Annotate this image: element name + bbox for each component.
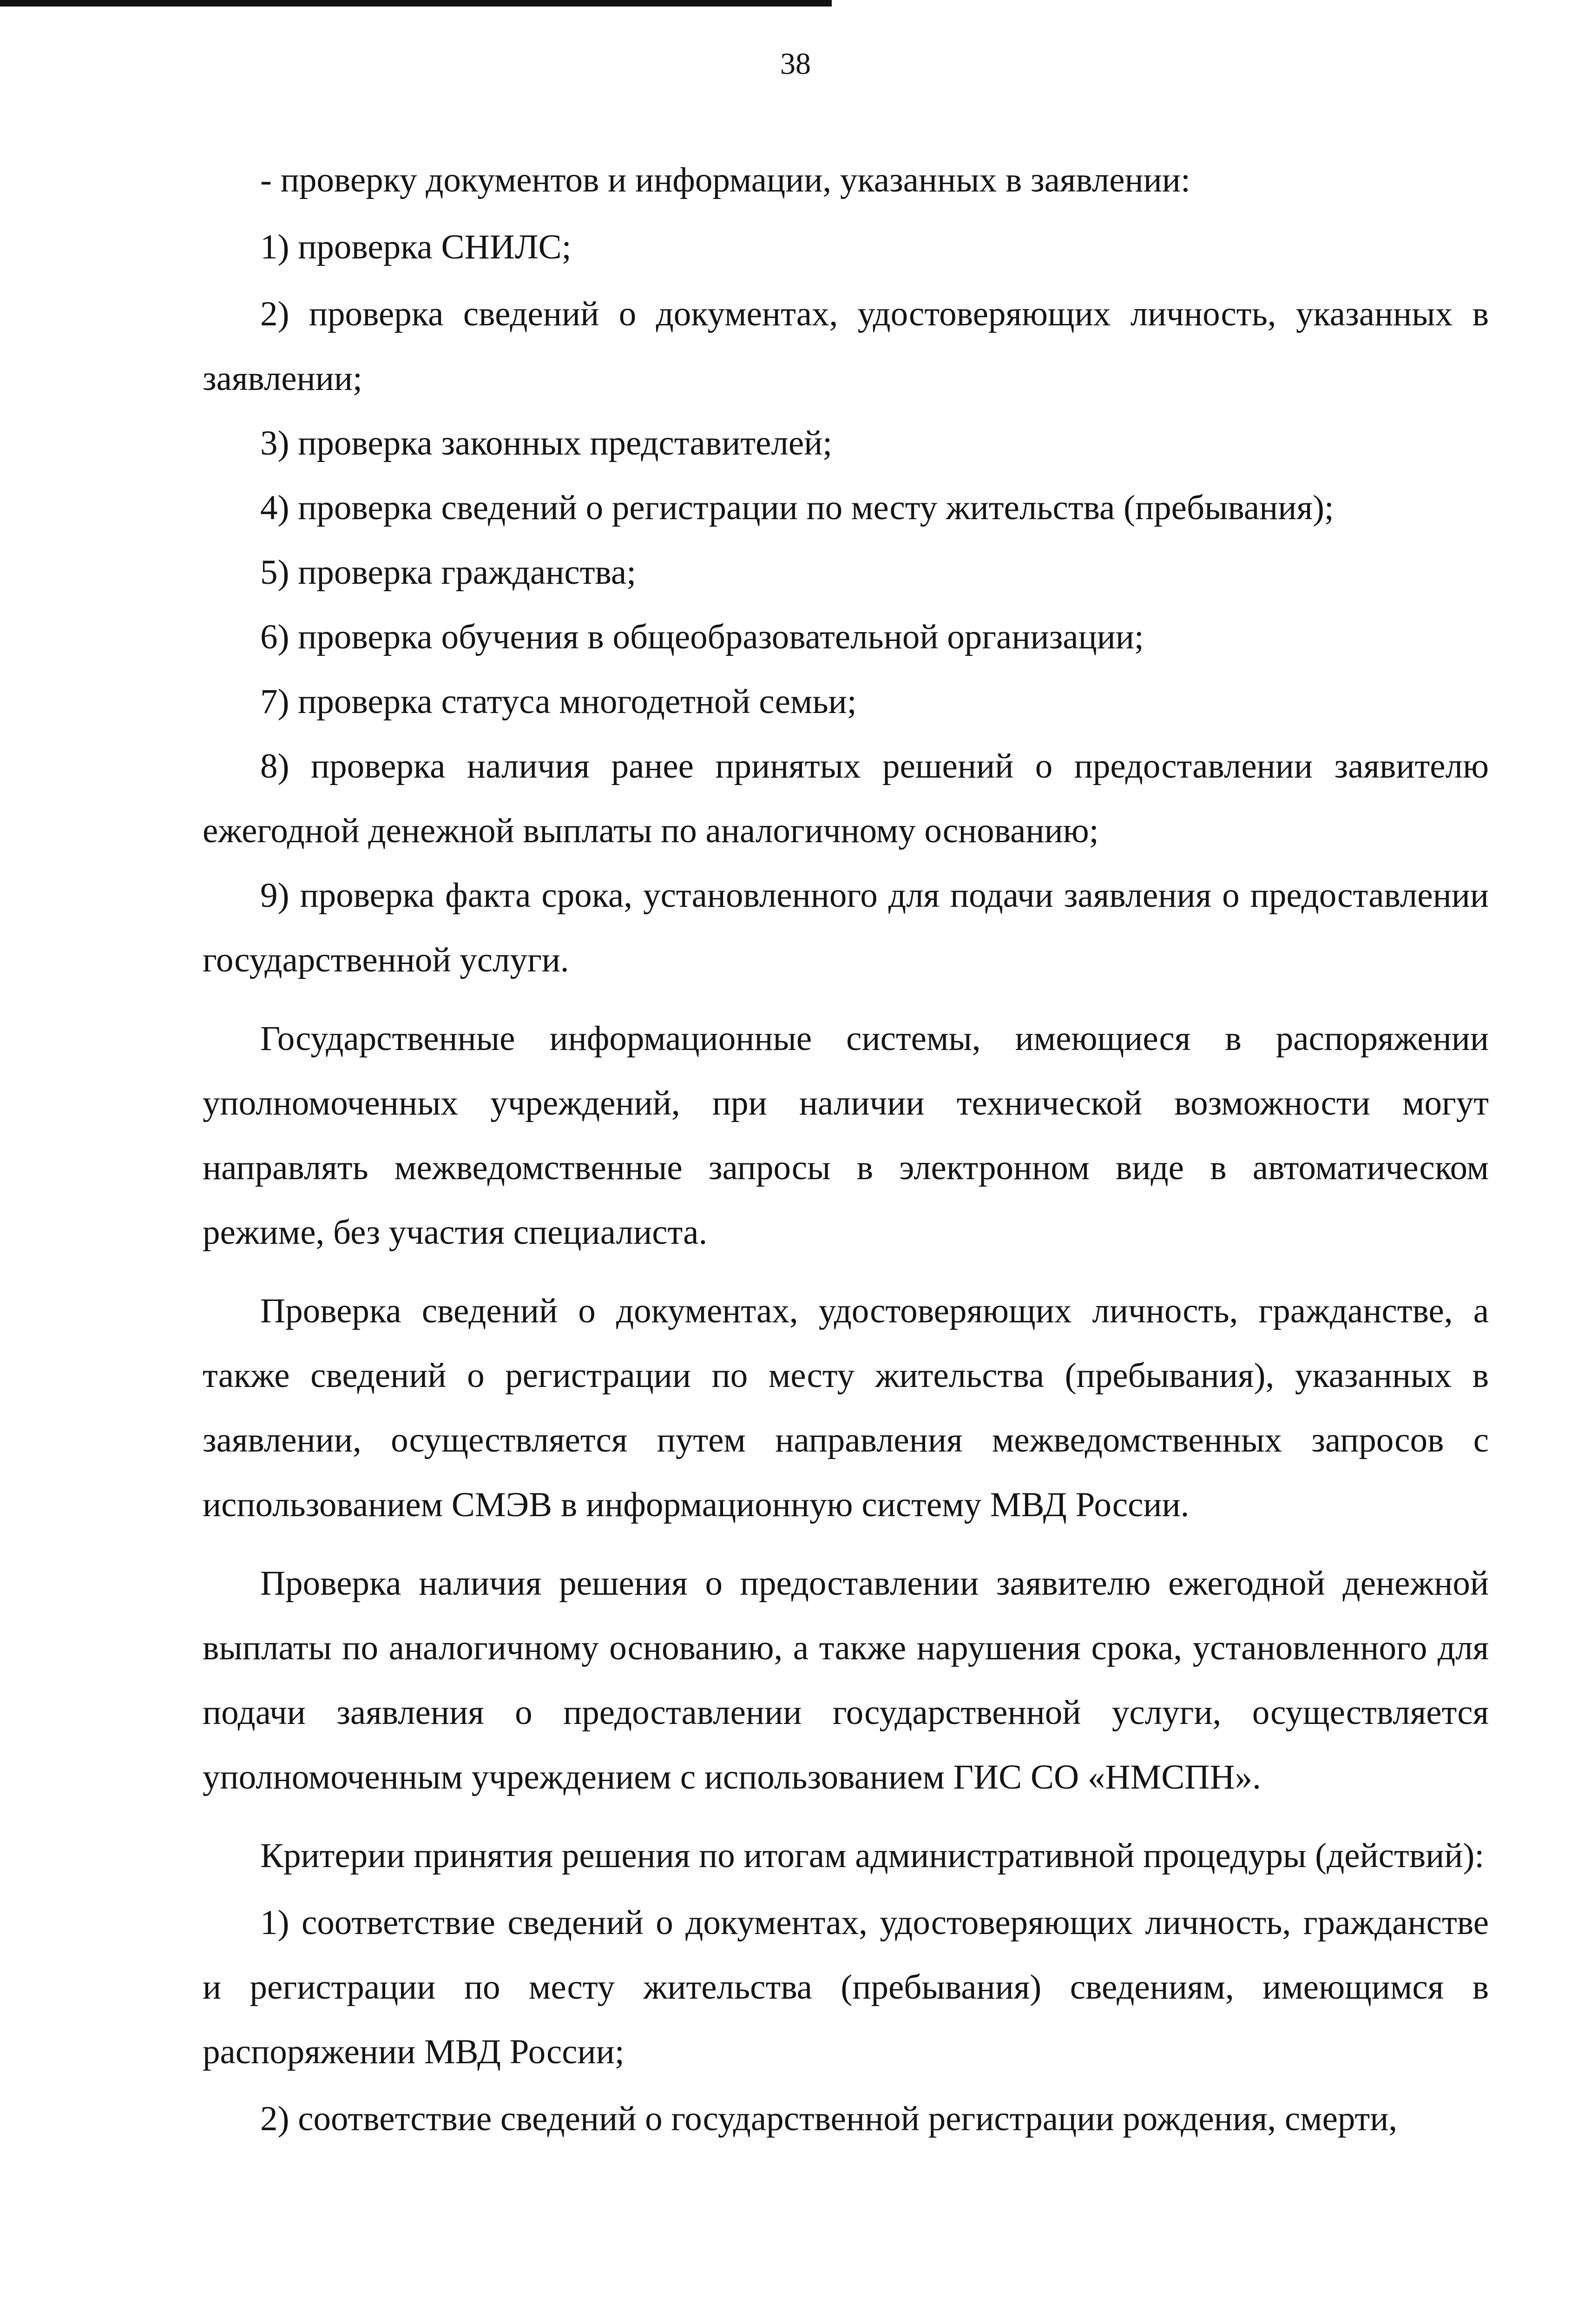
paragraph-information-systems: Государственные информационные системы, имеющиеся в распоряжении уполномоченных учреждений, при наличии технической возможности могут направлять межведомственные запросы в электронном виде в автоматическом режиме, без участия специалиста. bbox=[203, 1019, 1489, 1252]
list-item-identity-documents: 2) проверка сведений о документах, удостоверяющих личность, указанных в заявлении; bbox=[203, 295, 1489, 398]
paragraph-decision-criteria: Критерии принятия решения по итогам административной процедуры (действий): bbox=[260, 1836, 1485, 1875]
list-item-snils: 1) проверка СНИЛС; bbox=[260, 228, 572, 266]
list-item-education: 6) проверка обучения в общеобразовательной организации; bbox=[260, 618, 1144, 656]
list-item-registration: 4) проверка сведений о регистрации по месту жительства (пребывания); bbox=[260, 489, 1334, 527]
list-item-previous-decisions: 8) проверка наличия ранее принятых решений о предоставлении заявителю ежегодной денежной выплаты по аналогичному основанию; bbox=[203, 747, 1489, 850]
criteria-item-civil-registration: 2) соответствие сведений о государственной регистрации рождения, смерти, bbox=[260, 2100, 1398, 2138]
criteria-item-mvd-match: 1) соответствие сведений о документах, удостоверяющих личность, гражданстве и регистрации по месту жительства (пребывания) сведениям, имеющимся в распоряжении МВД России; bbox=[203, 1903, 1489, 2071]
paragraph-mvd-check: Проверка сведений о документах, удостоверяющих личность, гражданстве, а также сведений о регистрации по месту жительства (пребывания), указанных в заявлении, осуществляется путем направления межведомственных запросов с использованием СМЭВ в информационную систему МВД России. bbox=[203, 1292, 1489, 1524]
list-item-application-deadline: 9) проверка факта срока, установленного для подачи заявления о предоставлении государственной услуги. bbox=[203, 876, 1489, 979]
page-number: 38 bbox=[780, 47, 811, 81]
scan-edge-bar bbox=[0, 0, 832, 7]
paragraph-verification-intro: - проверку документов и информации, указанных в заявлении: bbox=[260, 161, 1190, 199]
list-item-large-family: 7) проверка статуса многодетной семьи; bbox=[260, 682, 857, 721]
list-item-citizenship: 5) проверка гражданства; bbox=[260, 553, 637, 592]
paragraph-nmspn-check: Проверка наличия решения о предоставлении заявителю ежегодной денежной выплаты по аналогичному основанию, а также нарушения срока, установленного для подачи заявления о предоставлении государственной услуги, осуществляется уполномоченным учреждением с использованием ГИС СО «НМСПН». bbox=[203, 1564, 1489, 1796]
list-item-legal-representatives: 3) проверка законных представителей; bbox=[260, 424, 833, 462]
document-body bbox=[203, 148, 1489, 2151]
